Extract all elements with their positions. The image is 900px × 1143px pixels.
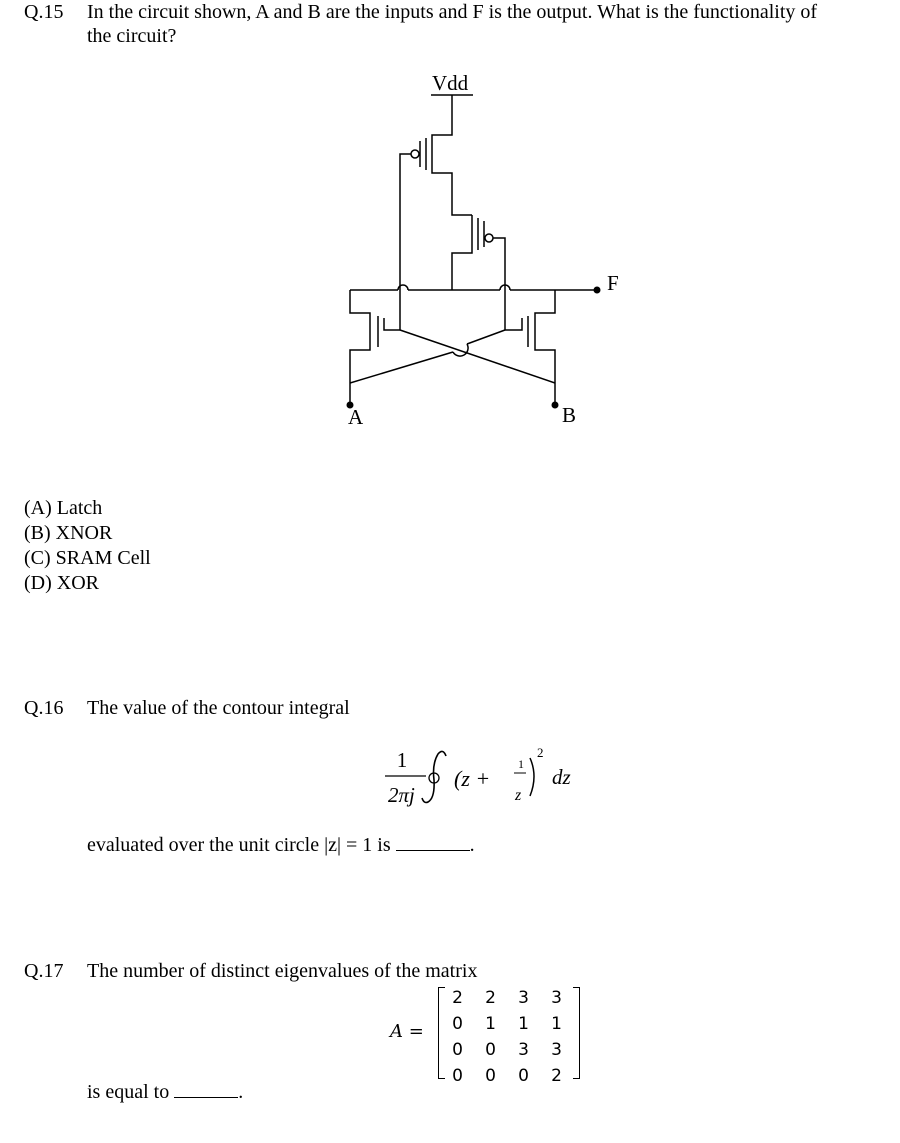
matrix-cell: 1 <box>551 1014 562 1034</box>
q16-text: The value of the contour integral <box>87 697 350 719</box>
matrix-cell: 3 <box>551 1040 562 1060</box>
q15-text-line1: In the circuit shown, A and B are the inputs and F is the output. What is the functionality of <box>87 1 818 23</box>
q16-answer-blank[interactable] <box>396 835 470 851</box>
integrand-power: 2 <box>537 745 544 760</box>
nmos-right-channel <box>535 290 555 383</box>
q17-tail-end: . <box>238 1081 244 1103</box>
q15-text-line2: the circuit? <box>87 25 177 47</box>
q16-number: Q.16 <box>24 697 64 719</box>
matrix-cell: 3 <box>518 1040 529 1060</box>
matrix-cell: 0 <box>452 1066 463 1086</box>
matrix-cell: 1 <box>518 1014 529 1034</box>
pmos1-channel <box>432 95 472 215</box>
matrix-table <box>441 985 573 1089</box>
integrand-left: (z + <box>454 766 491 791</box>
q15-circuit-diagram <box>0 0 900 440</box>
input-b-label: B <box>562 403 577 427</box>
q15-option-a[interactable]: (A) Latch <box>24 497 103 519</box>
pmos2-channel <box>452 215 472 290</box>
matrix-cell: 0 <box>518 1066 529 1086</box>
q17-number: Q.17 <box>24 960 64 982</box>
q15-option-d[interactable]: (D) XOR <box>24 572 99 594</box>
matrix-row <box>441 985 573 1011</box>
q17-answer-blank[interactable] <box>174 1082 238 1098</box>
input-a-label: A <box>348 405 364 429</box>
q15-number: Q.15 <box>24 1 64 23</box>
input-b-terminal <box>552 402 559 409</box>
matrix-cell: 0 <box>452 1014 463 1034</box>
nmos-left-channel <box>350 290 370 383</box>
integral-coeff-num: 1 <box>396 748 408 772</box>
q17-text: The number of distinct eigenvalues of the matrix <box>87 960 478 982</box>
matrix-cell: 3 <box>551 988 562 1008</box>
integral-coeff-den: 2πj <box>388 783 415 807</box>
matrix-right-bracket <box>573 987 580 1079</box>
output-terminal <box>594 287 601 294</box>
matrix-cell: 0 <box>485 1066 496 1086</box>
matrix-row <box>441 1011 573 1037</box>
q15-option-b[interactable]: (B) XNOR <box>24 522 113 544</box>
matrix-cell: 0 <box>452 1040 463 1060</box>
q16-tail-end: . <box>469 834 475 856</box>
vdd-label: Vdd <box>432 71 469 95</box>
integrand-dz: dz <box>552 765 571 789</box>
matrix-label: A = <box>390 1021 424 1042</box>
q17-tail-text: is equal to <box>87 1081 170 1103</box>
q17-tail <box>87 1080 243 1104</box>
matrix-cell: 2 <box>485 988 496 1008</box>
matrix-cell: 3 <box>518 988 529 1008</box>
q16-tail <box>87 833 475 857</box>
matrix-row <box>441 1063 573 1089</box>
q15-option-c[interactable]: (C) SRAM Cell <box>24 547 151 569</box>
matrix-row <box>441 1037 573 1063</box>
contour-integral-sign <box>422 751 446 802</box>
integrand-frac-num: 1 <box>518 757 524 771</box>
output-f-label: F <box>607 271 619 295</box>
q16-integral-equation <box>380 740 600 820</box>
matrix-a <box>438 985 580 1086</box>
matrix-cell: 2 <box>551 1066 562 1086</box>
integrand-frac-den: z <box>515 787 522 804</box>
matrix-cell: 1 <box>485 1014 496 1034</box>
q16-tail-text: evaluated over the unit circle |z| = 1 is <box>87 834 391 856</box>
matrix-cell: 0 <box>485 1040 496 1060</box>
matrix-cell: 2 <box>452 988 463 1008</box>
